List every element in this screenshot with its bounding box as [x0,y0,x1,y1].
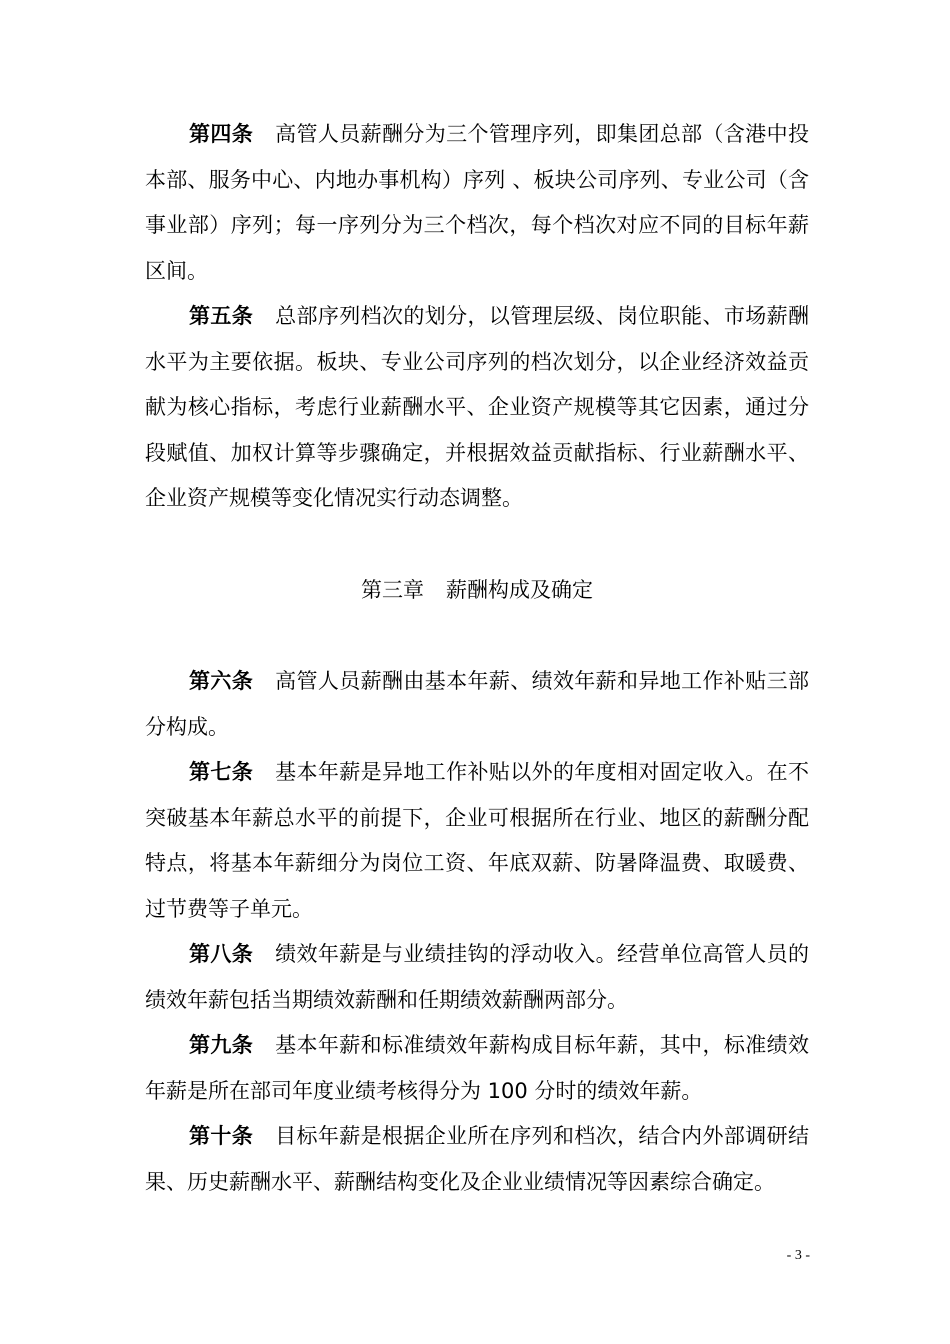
article-9 [145,1023,809,1114]
article-4-label: 第四条 [189,122,254,146]
article-10-text: 目标年薪是根据企业所在序列和档次，结合内外部调研结果、历史薪酬水平、薪酬结构变化及企业业绩情况等因素综合确定。 [145,1124,810,1194]
article-7-text: 基本年薪是异地工作补贴以外的年度相对固定收入。在不突破基本年薪总水平的前提下，企业可根据所在行业、地区的薪酬分配特点，将基本年薪细分为岗位工资、年底双薪、防暑降温费、取暖费、过节费等子单元。 [145,760,810,921]
spacer [145,613,809,659]
article-5-label: 第五条 [189,304,254,328]
chapter-number: 第三章 [361,577,424,602]
article-8-label: 第八条 [189,942,254,966]
article-10-label: 第十条 [189,1124,254,1148]
article-9-text: 基本年薪和标准绩效年薪构成目标年薪，其中，标准绩效年薪是所在部司年度业绩考核得分为 100 分时的绩效年薪。 [145,1033,810,1103]
article-10 [145,1114,809,1205]
article-4-text: 高管人员薪酬分为三个管理序列，即集团总部（含港中投本部、服务中心、内地办事机构）序列 、板块公司序列、专业公司（含事业部）序列；每一序列分为三个档次，每个档次对应不同的目标年薪区间。 [145,122,810,283]
spacer [145,522,809,568]
page-number: - 3 - [786,1248,810,1263]
article-6-text: 高管人员薪酬由基本年薪、绩效年薪和异地工作补贴三部分构成。 [145,669,810,739]
chapter-title: 薪酬构成及确定 [446,577,593,602]
article-8 [145,932,809,1023]
document-body [145,112,809,1205]
article-6-label: 第六条 [189,669,254,693]
article-4 [145,112,809,294]
article-5-text: 总部序列档次的划分，以管理层级、岗位职能、市场薪酬水平为主要依据。板块、专业公司序列的档次划分，以企业经济效益贡献为核心指标，考虑行业薪酬水平、企业资产规模等其它因素，通过分段赋值、加权计算等步骤确定，并根据效益贡献指标、行业薪酬水平、企业资产规模等变化情况实行动态调整。 [145,304,810,510]
article-7-label: 第七条 [189,760,254,784]
chapter-heading [145,568,809,614]
article-7 [145,750,809,932]
article-5 [145,294,809,522]
article-6 [145,659,809,750]
article-9-label: 第九条 [189,1033,254,1057]
article-8-text: 绩效年薪是与业绩挂钩的浮动收入。经营单位高管人员的绩效年薪包括当期绩效薪酬和任期绩效薪酬两部分。 [145,942,810,1012]
